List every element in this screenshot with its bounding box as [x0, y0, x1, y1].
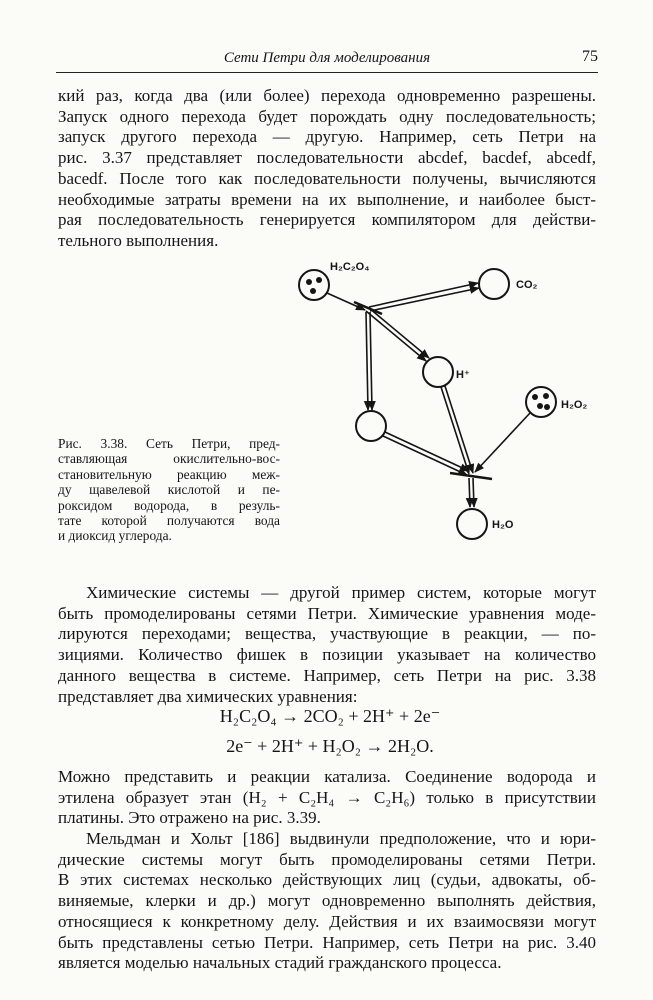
text-line: Можно представить и реакции катализа. Соединение водорода и [58, 767, 596, 786]
place-h2o2 [526, 387, 556, 417]
text-line: виняемые, клерки и др.) могут одновременно выполнять действия, [58, 891, 596, 911]
tokens [306, 277, 550, 410]
text-line: данного вещества в системе. Например, сеть Петри на рис. 3.38 [58, 665, 596, 685]
text-line: дические системы могут быть промоделированы сетями Петри. [58, 849, 596, 869]
text-line: является моделью начальных стадий гражданского процесса. [58, 953, 502, 973]
arc-int-t2-a [383, 436, 467, 475]
arc-t1-int-b [370, 312, 372, 410]
petri-net-diagram [290, 250, 590, 550]
caption-line: ду щавелевой кислотой и пе- [58, 482, 280, 498]
arc-t2-h2o-a [469, 478, 470, 507]
place-hplus [423, 357, 453, 387]
caption-line: и диоксид углерода. [58, 528, 172, 544]
label-h2c2o4: H₂C₂O₄ [330, 261, 370, 273]
text-line: этилена образует этан (H₂ + C₂H₄ → C₂H₆) только в присутствии [58, 787, 596, 807]
arc-t1-hplus-a [366, 311, 426, 361]
label-h2o: H₂O [492, 519, 514, 531]
arc-t2-h2o-b [473, 478, 474, 507]
text-line: bacedf. После того как последовательности получены, вычисляются [58, 168, 596, 188]
transition-2 [450, 473, 492, 479]
text-line: Химические системы — другой пример систем, которые могут [86, 583, 596, 602]
arc-hplus-t2-a [441, 387, 469, 474]
text-line: быть представлены сетью Петри. Например, сеть Петри на рис. 3.40 [58, 932, 596, 952]
text-line: кий раз, когда два (или более) перехода одновременно разрешены. [58, 86, 596, 105]
caption-line: роксидом водорода, в резуль- [58, 497, 280, 513]
equation-2: 2e⁻ + 2H⁺ + H₂O₂ → 2H₂O. [226, 736, 434, 756]
equation-1: H₂C₂O₄ → 2CO₂ + 2H⁺ + 2e⁻ [219, 706, 441, 726]
label-hplus: H⁺ [456, 369, 470, 381]
arc-t1-int-a [366, 312, 368, 410]
running-header [56, 48, 598, 73]
caption-line: Рис. 3.38. Сеть Петри, пред- [58, 436, 280, 451]
running-title: Сети Петри для моделирования [223, 50, 431, 66]
text-line: Мельдман и Хольт [186] выдвинули предположение, что и юри- [86, 829, 596, 848]
text-line: В этих системах несколько действующих лиц (судьи, адвокаты, об- [58, 870, 596, 890]
arc-t1-co2-a [369, 283, 478, 307]
arc-t1-hplus-b [369, 308, 429, 358]
text-line: тельного выполнения. [58, 230, 219, 250]
place-co2 [479, 269, 509, 299]
text-line: необходимые затраты времени на их выполнение, и наиболее быст- [58, 189, 596, 209]
label-h2o2: H₂O₂ [561, 399, 588, 411]
place-h2o [457, 509, 487, 539]
place-intermediate [356, 411, 386, 441]
label-co2: CO₂ [516, 279, 538, 291]
arc-h2c2o4-t1 [327, 293, 365, 310]
paragraph-4 [58, 829, 596, 974]
text-line: рис. 3.37 представляет последовательности abcdef, bacdef, abcedf, [58, 148, 596, 168]
text-line: быть промоделированы сетями Петри. Химические уравнения моде- [58, 603, 596, 623]
text-line: относящиеся к конкретному делу. Действия и их взаимосвязи могут [58, 911, 596, 931]
arc-t1-co2-b [370, 288, 479, 311]
arc-int-t2-b [385, 432, 469, 471]
text-line: Запуск одного перехода будет порождать одну последовательность; [58, 106, 596, 126]
caption-line: становительную реакцию меж- [58, 466, 280, 482]
paragraph-1 [58, 86, 596, 252]
text-line: платины. Это отражено на рис. 3.39. [58, 808, 321, 828]
paragraph-3 [58, 767, 596, 829]
caption-line: ставляющая окислительно-вос- [58, 451, 280, 467]
place-h2c2o4 [299, 270, 329, 300]
arc-h2o2-t2 [475, 413, 530, 472]
text-line: представляет два химических уравнения: [58, 686, 358, 706]
text-line: запуск другого перехода — другую. Например, сеть Петри на [58, 127, 596, 147]
text-line: зициями. Количество фишек в позиции указывает на количество [58, 645, 596, 665]
paragraph-2 [58, 583, 596, 707]
page-number: 75 [582, 48, 598, 65]
arc-hplus-t2-b [445, 386, 473, 473]
figure-caption [58, 436, 280, 544]
caption-line: тате которой получаются вода [58, 513, 280, 529]
text-line: лируются переходами; вещества, участвующие в реакции, — по- [58, 624, 596, 644]
text-line: рая последовательность генерируется компилятором для действи- [58, 210, 596, 230]
